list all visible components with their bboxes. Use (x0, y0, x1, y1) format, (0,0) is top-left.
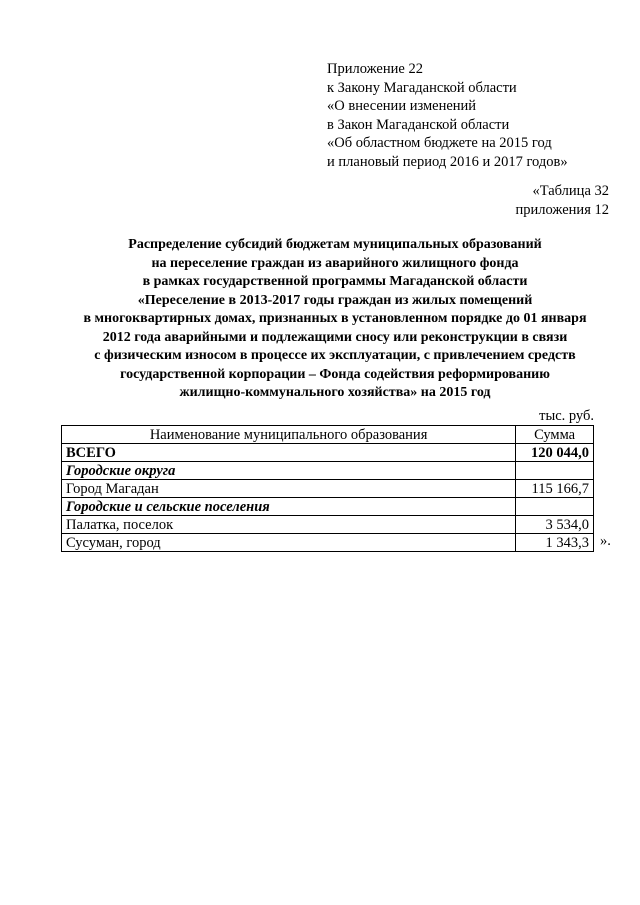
closing-quote: ». (600, 533, 611, 549)
municipality-name: Город Магадан (62, 480, 516, 498)
appendix-line: Приложение 22 (327, 61, 423, 77)
group-sum-empty (516, 462, 594, 480)
subsidies-table (61, 425, 594, 552)
table-reference-line: приложения 12 (515, 201, 609, 218)
table-row (62, 480, 594, 498)
municipality-sum: 1 343,3 (516, 534, 594, 552)
table-reference-line: «Таблица 32 (532, 183, 609, 199)
group-label: Городские округа (62, 462, 516, 480)
table-reference (409, 182, 609, 219)
group-row-urban-districts (62, 462, 594, 480)
total-row (62, 444, 594, 462)
table-header-row (62, 426, 594, 444)
title-line: Распределение субсидий бюджетам муниципальных образований (128, 237, 542, 252)
appendix-line: «О внесении изменений (327, 98, 477, 114)
appendix-line: к Закону Магаданской области (327, 79, 517, 96)
appendix-line: и плановый период 2016 и 2017 годов» (327, 153, 568, 170)
appendix-line: в Закон Магаданской области (327, 116, 510, 133)
title-line: жилищно-коммунального хозяйства» на 2015 год (179, 385, 491, 400)
column-header-name: Наименование муниципального образования (62, 426, 516, 444)
appendix-line: «Об областном бюджете на 2015 год (327, 135, 552, 151)
units-label: тыс. руб. (539, 408, 594, 424)
total-sum: 120 044,0 (516, 444, 594, 462)
table-row (62, 516, 594, 534)
group-row-settlements (62, 498, 594, 516)
table-row (62, 534, 594, 552)
title-line: 2012 года аварийными и подлежащими сносу или реконструкции в связи (102, 329, 568, 345)
title-line: с физическим износом в процессе их эксплуатации, с привлечением средств (94, 348, 576, 363)
title-line: в многоквартирных домах, признанных в установленном порядке до 01 января (83, 311, 587, 326)
title-line: в рамках государственной программы Магаданской области (142, 274, 528, 289)
total-label: ВСЕГО (62, 444, 516, 462)
document-title (40, 236, 630, 403)
title-line: «Переселение в 2013-2017 годы граждан из жилых помещений (137, 292, 533, 308)
appendix-header (327, 60, 627, 171)
group-label: Городские и сельские поселения (62, 498, 516, 516)
municipality-name: Сусуман, город (62, 534, 516, 552)
municipality-name: Палатка, поселок (62, 516, 516, 534)
municipality-sum: 115 166,7 (516, 480, 594, 498)
municipality-sum: 3 534,0 (516, 516, 594, 534)
column-header-sum: Сумма (516, 426, 594, 444)
title-line: на переселение граждан из аварийного жилищного фонда (151, 255, 519, 271)
group-sum-empty (516, 498, 594, 516)
title-line: государственной корпорации – Фонда содействия реформированию (120, 366, 550, 382)
